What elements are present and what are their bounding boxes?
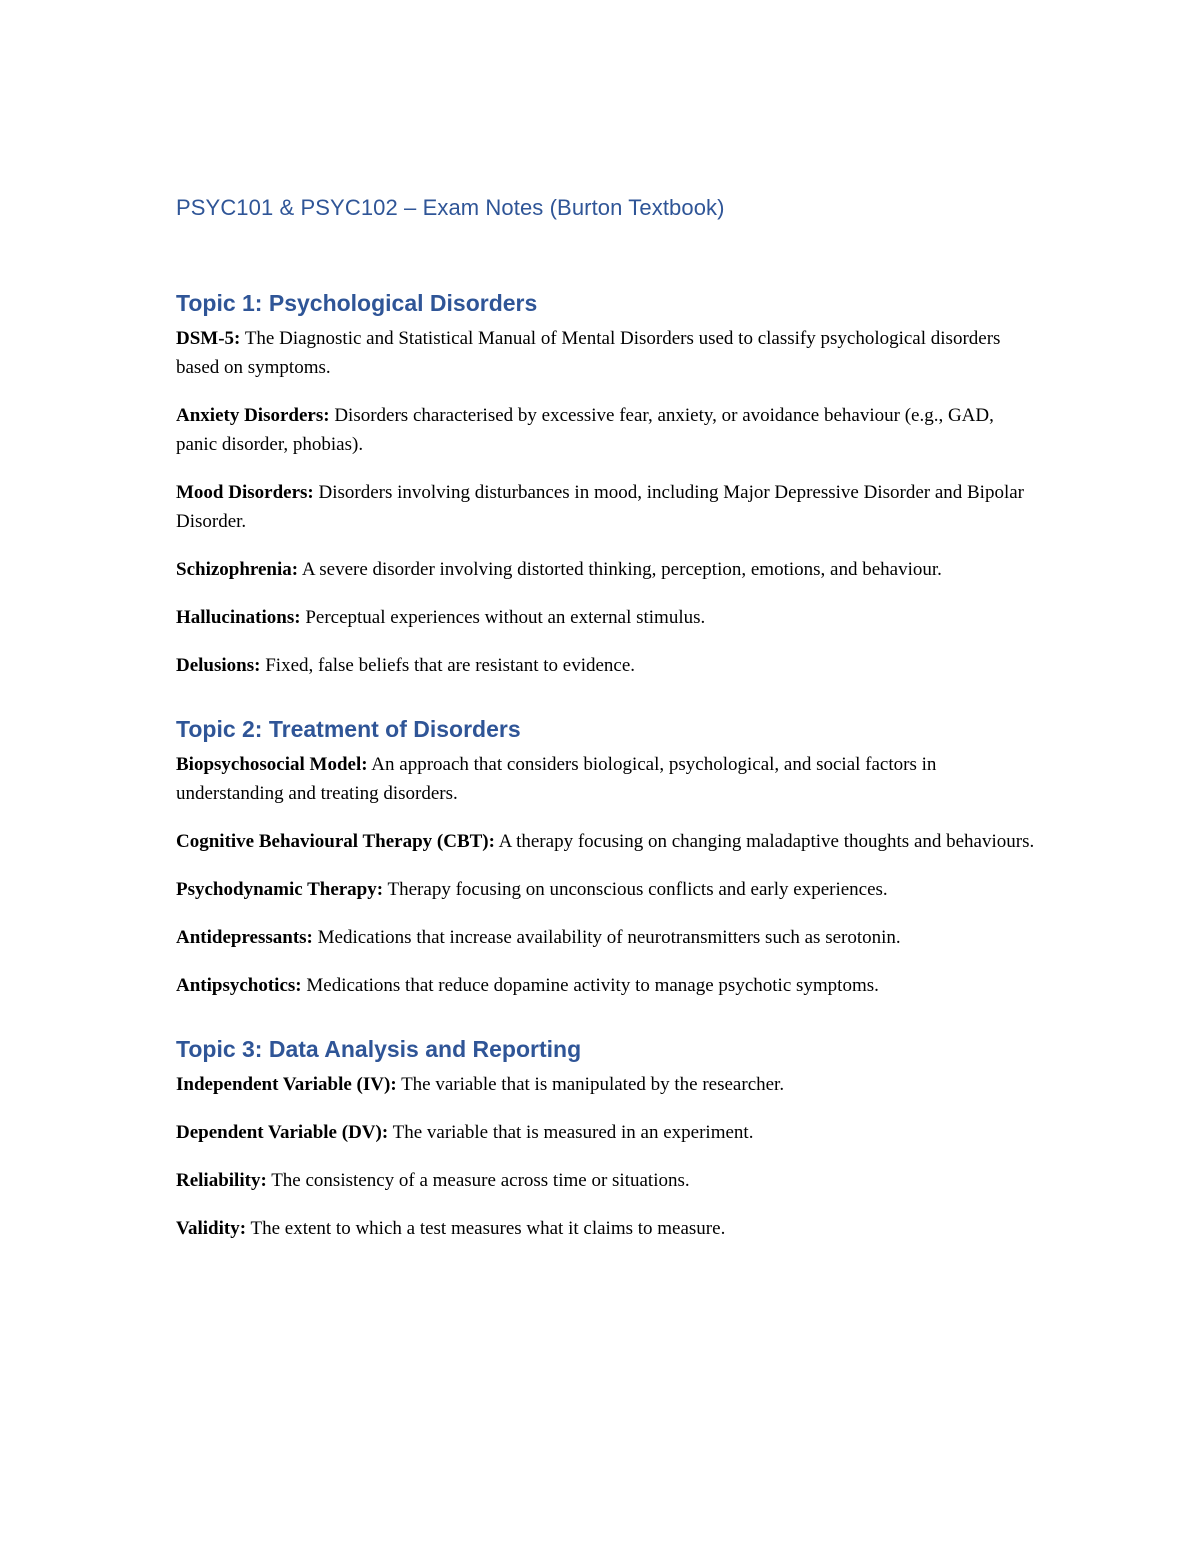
definition-entry <box>176 1214 1036 1243</box>
definition-text: Medications that increase availability of neurotransmitters such as serotonin. <box>317 927 901 948</box>
definition-text: Perceptual experiences without an external stimulus. <box>305 607 706 628</box>
term-label: Reliability: <box>176 1170 267 1191</box>
definition-text: The variable that is measured in an experiment. <box>392 1122 754 1143</box>
section-topic-1 <box>176 288 1036 680</box>
term-label: Hallucinations: <box>176 607 301 628</box>
definition-entry <box>176 603 1036 632</box>
definition-entry <box>176 401 1036 459</box>
term-label: Dependent Variable (DV): <box>176 1122 389 1143</box>
definition-entry <box>176 923 1036 952</box>
definition-entry <box>176 324 1036 382</box>
definition-entry <box>176 1166 1036 1195</box>
definition-entry <box>176 827 1036 856</box>
definition-entry <box>176 478 1036 536</box>
definition-text: Medications that reduce dopamine activity to manage psychotic symptoms. <box>306 975 879 996</box>
term-label: Antidepressants: <box>176 927 313 948</box>
definition-entry <box>176 1070 1036 1099</box>
definition-entry <box>176 651 1036 680</box>
definition-text: The consistency of a measure across time or situations. <box>271 1170 690 1191</box>
term-label: Cognitive Behavioural Therapy (CBT): <box>176 831 495 852</box>
definition-text: Therapy focusing on unconscious conflicts and early experiences. <box>387 879 888 900</box>
definition-entry <box>176 875 1036 904</box>
section-heading: Topic 3: Data Analysis and Reporting <box>176 1036 582 1062</box>
definition-entry <box>176 1118 1036 1147</box>
section-topic-2 <box>176 714 1036 1000</box>
term-label: Biopsychosocial Model: <box>176 754 368 775</box>
term-label: Delusions: <box>176 655 261 676</box>
document-body <box>176 188 1036 1277</box>
term-label: Anxiety Disorders: <box>176 405 330 426</box>
term-label: Schizophrenia: <box>176 559 299 580</box>
definition-entry <box>176 750 1036 808</box>
definition-text: Fixed, false beliefs that are resistant to evidence. <box>265 655 636 676</box>
section-topic-3 <box>176 1034 1036 1243</box>
term-label: Mood Disorders: <box>176 482 314 503</box>
document-title: PSYC101 & PSYC102 – Exam Notes (Burton Textbook) <box>176 195 725 220</box>
definition-text: The variable that is manipulated by the researcher. <box>401 1074 785 1095</box>
term-label: Antipsychotics: <box>176 975 302 996</box>
definition-entry <box>176 971 1036 1000</box>
term-label: DSM-5: <box>176 328 241 349</box>
term-label: Independent Variable (IV): <box>176 1074 397 1095</box>
definition-text: A therapy focusing on changing maladaptive thoughts and behaviours. <box>498 831 1035 852</box>
section-heading: Topic 2: Treatment of Disorders <box>176 716 521 742</box>
definition-text: An approach that considers biological, psychological, and social factors in understanding and treating disorders. <box>176 754 937 804</box>
definition-text: Disorders characterised by excessive fear, anxiety, or avoidance behaviour (e.g., GAD, panic disorder, phobias). <box>176 405 994 455</box>
definition-text: The extent to which a test measures what it claims to measure. <box>250 1218 726 1239</box>
definition-text: Disorders involving disturbances in mood, including Major Depressive Disorder and Bipolar Disorder. <box>176 482 1024 532</box>
definition-entry <box>176 555 1036 584</box>
term-label: Psychodynamic Therapy: <box>176 879 384 900</box>
definition-text: The Diagnostic and Statistical Manual of Mental Disorders used to classify psychological disorders based on symptoms. <box>176 328 1001 378</box>
section-heading: Topic 1: Psychological Disorders <box>176 290 538 316</box>
definition-text: A severe disorder involving distorted thinking, perception, emotions, and behaviour. <box>301 559 942 580</box>
term-label: Validity: <box>176 1218 247 1239</box>
